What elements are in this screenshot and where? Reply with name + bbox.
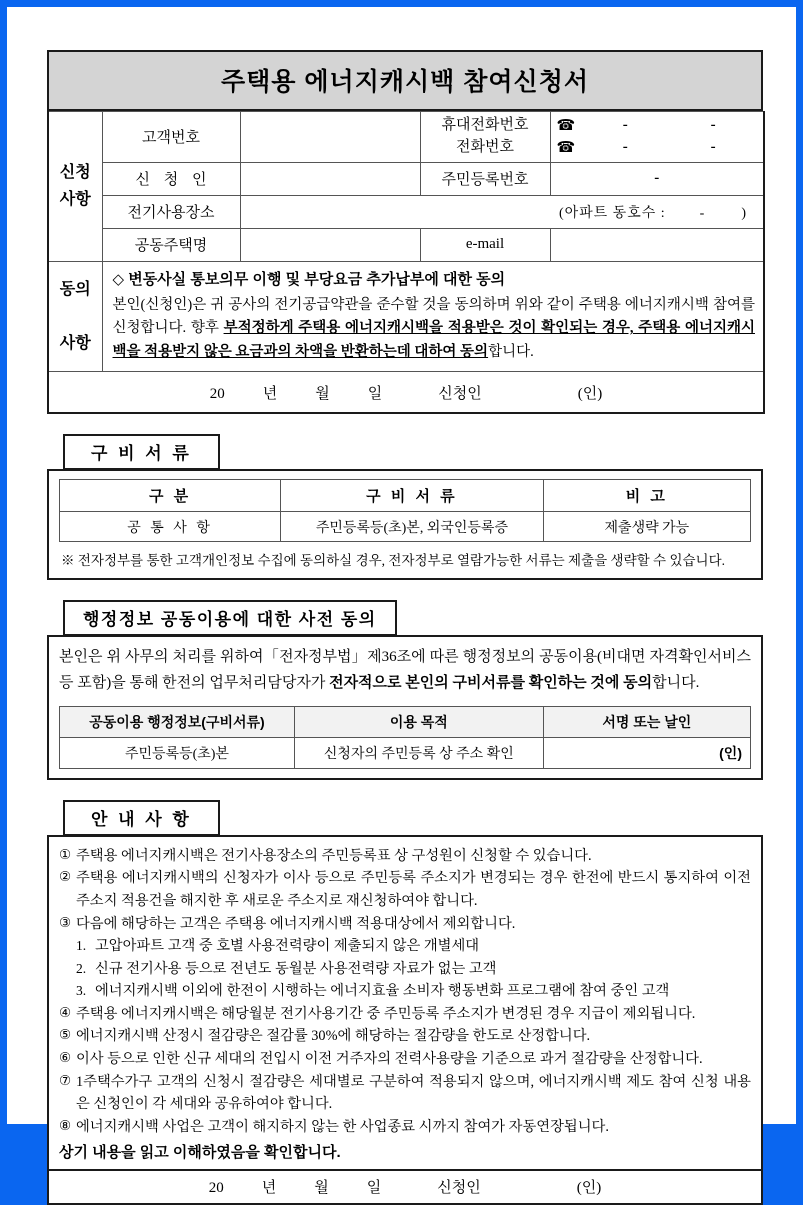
mobile-dash-2: - xyxy=(710,117,716,133)
table-row xyxy=(60,512,751,542)
notice-item-mark: ② xyxy=(59,869,72,886)
consent-text-emphasis: 부적정하게 주택용 에너지캐시백을 적용받은 것이 확인되는 경우, 주택용 에너지캐시백을 적용받지 않은 요금과의 차액을 반환하는데 대하여 동의 xyxy=(112,320,755,360)
notice-item-text: 주택용 에너지캐시백은 해당월분 전기사용기간 중 주민등록 주소지가 변경된 경우 지급이 제외됩니다. xyxy=(76,1005,696,1022)
notice-item-mark: ⑥ xyxy=(59,1050,72,1067)
housing-name-field[interactable] xyxy=(240,228,420,261)
admin-table xyxy=(59,706,751,769)
notice-item-text: 1주택수가구 고객의 신청시 절감량은 세대별로 구분하여 적용되지 않으며, 에너지캐시백 제도 참여 신청 내용은 신청인이 각 세대와 공유하여야 합니다. xyxy=(76,1073,751,1113)
documents-cell-remarks: 제출생략 가능 xyxy=(543,512,750,542)
sign-year: 20 xyxy=(209,385,225,402)
admin-column-info: 공동이용 행정정보(구비서류) xyxy=(60,706,295,737)
table-header-row xyxy=(60,706,751,737)
table-row xyxy=(48,195,764,228)
applicant-name-label: 신 청 인 xyxy=(102,162,240,195)
phone-dash-2: - xyxy=(710,138,716,155)
rrn-field[interactable]: - xyxy=(550,162,764,195)
table-row xyxy=(60,737,751,768)
admin-cell-info: 주민등록등(초)본 xyxy=(60,737,295,768)
notice-sign-applicant-label: 신청인 xyxy=(437,1180,481,1197)
admin-section-box xyxy=(47,635,763,780)
mobile-phone-label: 휴대전화번호 xyxy=(441,117,529,133)
documents-column-documents: 구 비 서 류 xyxy=(281,480,544,512)
applicant-form-table xyxy=(47,111,765,414)
table-header-row xyxy=(60,480,751,512)
notice-item-text: 주택용 에너지캐시백은 전기사용장소의 주민등록표 상 구성원이 신청할 수 있습니다. xyxy=(76,847,592,864)
notice-item-text: 이사 등으로 인한 신규 세대의 전입시 이전 거주자의 전력사용량을 기준으로 과거 절감량을 산정합니다. xyxy=(76,1051,703,1068)
mobile-dash-1: - xyxy=(622,117,628,133)
notice-item-mark: ① xyxy=(59,846,72,863)
notice-item-text: 다음에 해당하는 고객은 주택용 에너지캐시백 적용대상에서 제외합니다. xyxy=(76,915,516,932)
list-item xyxy=(59,935,751,958)
notice-item-mark: 3. xyxy=(76,983,87,999)
consent-side-label-line2: 사항 xyxy=(59,334,91,352)
list-item xyxy=(59,1116,751,1139)
notice-sign-year-unit: 년 xyxy=(261,1180,277,1197)
admin-paragraph xyxy=(59,645,751,697)
admin-text-part1: 본인은 위 사무의 처리를 위하여「전자정부법」제36조에 따른 행정정보의 공동이용(비대면 자격확인서비스 등 포함)을 통해 한전의 업무처리담당자가 xyxy=(59,649,751,692)
notice-sign-year: 20 xyxy=(208,1180,224,1197)
notice-section xyxy=(47,800,763,1205)
notice-item-mark: ④ xyxy=(59,1004,72,1021)
notice-list xyxy=(59,845,751,1139)
admin-text-emphasis: 전자적으로 본인의 구비서류를 확인하는 것에 동의 xyxy=(329,675,653,692)
table-row xyxy=(48,162,764,195)
notice-item-text: 고압아파트 고객 중 호별 사용전력량이 제출되지 않은 개별세대 xyxy=(95,938,480,955)
list-item xyxy=(59,980,751,1003)
notice-sign-day-unit: 일 xyxy=(366,1180,382,1197)
list-item xyxy=(59,845,751,868)
documents-section-header: 구 비 서 류 xyxy=(63,434,220,470)
notice-signature-line[interactable] xyxy=(49,1169,761,1203)
apartment-note-dash: - xyxy=(699,205,706,221)
apartment-note-suffix: ) xyxy=(741,205,747,221)
notice-section-header: 안 내 사 항 xyxy=(63,800,220,836)
consent-side-label xyxy=(48,261,102,372)
phone-labels-cell xyxy=(420,112,550,163)
notice-section-box xyxy=(47,835,763,1205)
admin-cell-signature[interactable]: (인) xyxy=(543,737,750,768)
notice-item-text: 에너지캐시백 산정시 절감량은 절감률 30%에 해당하는 절감량을 한도로 산정합니다. xyxy=(76,1028,591,1045)
place-label: 전기사용장소 xyxy=(102,195,240,228)
side-label-line2: 사항 xyxy=(59,191,91,209)
notice-item-text: 신규 전기사용 등으로 전년도 동월분 사용전력량 자료가 없는 고객 xyxy=(95,960,497,977)
list-item xyxy=(59,1003,751,1026)
documents-section-box xyxy=(47,469,763,580)
consent-text-part2: 합니다. xyxy=(488,343,534,360)
form-sheet xyxy=(47,50,763,1205)
page-title: 주택용 에너지캐시백 참여신청서 xyxy=(47,50,763,111)
phone-label: 전화번호 xyxy=(456,138,514,155)
notice-sign-month-unit: 월 xyxy=(314,1180,329,1197)
notice-confirmation-text: 상기 내용을 읽고 이해하였음을 확인합니다. xyxy=(59,1144,341,1162)
notice-item-mark: 1. xyxy=(76,938,87,954)
consent-body xyxy=(102,261,764,372)
notice-item-text: 에너지캐시백 사업은 고객이 해지하지 않는 한 사업종료 시까지 참여가 자동연장됩니다. xyxy=(76,1118,609,1135)
notice-item-mark: ⑧ xyxy=(59,1117,72,1134)
admin-consent-section xyxy=(47,600,763,780)
signature-row xyxy=(48,372,764,414)
admin-section-header: 행정정보 공동이용에 대한 사전 동의 xyxy=(63,600,397,636)
notice-item-mark: ⑦ xyxy=(59,1072,72,1089)
list-item xyxy=(59,913,751,936)
apartment-note xyxy=(559,206,747,221)
list-item xyxy=(59,1048,751,1071)
notice-item-text: 주택용 에너지캐시백의 신청자가 이사 등으로 주민등록 주소지가 변경되는 경우 한전에 반드시 통지하여 이전 주소지 적용건을 해지한 후 새로운 주소지로 재신청하여야 합니다. xyxy=(76,870,751,909)
phone-icon: ☎ xyxy=(556,116,576,134)
sign-year-unit: 년 xyxy=(262,385,278,402)
admin-cell-purpose: 신청자의 주민등록 상 주소 확인 xyxy=(294,737,543,768)
phone-row[interactable] xyxy=(557,137,758,159)
notice-item-mark: ⑤ xyxy=(59,1027,72,1044)
notice-item-text: 에너지캐시백 이외에 한전이 시행하는 에너지효율 소비자 행동변화 프로그램에 참여 중인 고객 xyxy=(95,983,670,1000)
documents-cell-category: 공 통 사 항 xyxy=(60,512,281,542)
consent-paragraph xyxy=(113,294,756,364)
documents-column-remarks: 비 고 xyxy=(543,480,750,512)
documents-note: ※ 전자정부를 통한 고객개인정보 수집에 동의하실 경우, 전자정부로 열람가능한 서류는 제출을 생략할 수 있습니다. xyxy=(61,553,726,569)
documents-cell-documents: 주민등록등(초)본, 외국인등록증 xyxy=(281,512,544,542)
email-field[interactable] xyxy=(550,228,764,261)
applicant-side-label xyxy=(48,112,102,262)
notice-sign-seal-mark: (인) xyxy=(576,1180,602,1197)
notice-item-mark: 2. xyxy=(76,960,87,976)
document-page xyxy=(7,7,796,1197)
consent-heading: ◇ 변동사실 통보의무 이행 및 부당요금 추가납부에 대한 동의 xyxy=(112,270,506,288)
list-item xyxy=(59,867,751,912)
consent-signature-line[interactable] xyxy=(48,372,764,414)
housing-name-label: 공동주택명 xyxy=(102,228,240,261)
admin-column-purpose: 이용 목적 xyxy=(294,706,543,737)
consent-text-part1: 본인(신청인)은 귀 공사의 전기공급약관을 준수할 것을 동의하며 위와 같이 주택용 에너지캐시백 참여를 신청합니다. 향후 xyxy=(112,296,755,337)
sign-seal-mark: (인) xyxy=(577,385,603,402)
consent-row xyxy=(48,261,764,372)
phone-icon: ☎ xyxy=(556,137,576,156)
list-item xyxy=(59,1025,751,1048)
rrn-label: 주민등록번호 xyxy=(420,162,550,195)
side-label-line1: 신청 xyxy=(59,164,91,182)
documents-section xyxy=(47,434,763,580)
mobile-phone-row[interactable] xyxy=(557,115,758,137)
list-item xyxy=(59,958,751,981)
notice-item-mark: ③ xyxy=(59,914,72,931)
documents-column-category: 구 분 xyxy=(60,480,281,512)
table-row xyxy=(48,112,764,163)
documents-table xyxy=(59,479,751,542)
customer-number-label: 고객번호 xyxy=(102,112,240,163)
phone-number-fields[interactable] xyxy=(550,112,764,163)
sign-applicant-label: 신청인 xyxy=(438,385,482,402)
apartment-note-prefix: (아파트 동호수 : xyxy=(558,205,666,221)
table-row xyxy=(48,228,764,261)
admin-text-part2: 합니다. xyxy=(652,675,700,692)
sign-day-unit: 일 xyxy=(367,385,383,402)
customer-number-field[interactable] xyxy=(240,112,420,163)
consent-side-label-line1: 동의 xyxy=(59,280,91,298)
list-item xyxy=(59,1071,751,1116)
phone-dash-1: - xyxy=(622,138,628,155)
admin-column-signature: 서명 또는 날인 xyxy=(543,706,750,737)
applicant-name-field[interactable] xyxy=(240,162,420,195)
email-label: e-mail xyxy=(420,228,550,261)
sign-month-unit: 월 xyxy=(315,385,330,402)
place-field[interactable] xyxy=(240,195,764,228)
